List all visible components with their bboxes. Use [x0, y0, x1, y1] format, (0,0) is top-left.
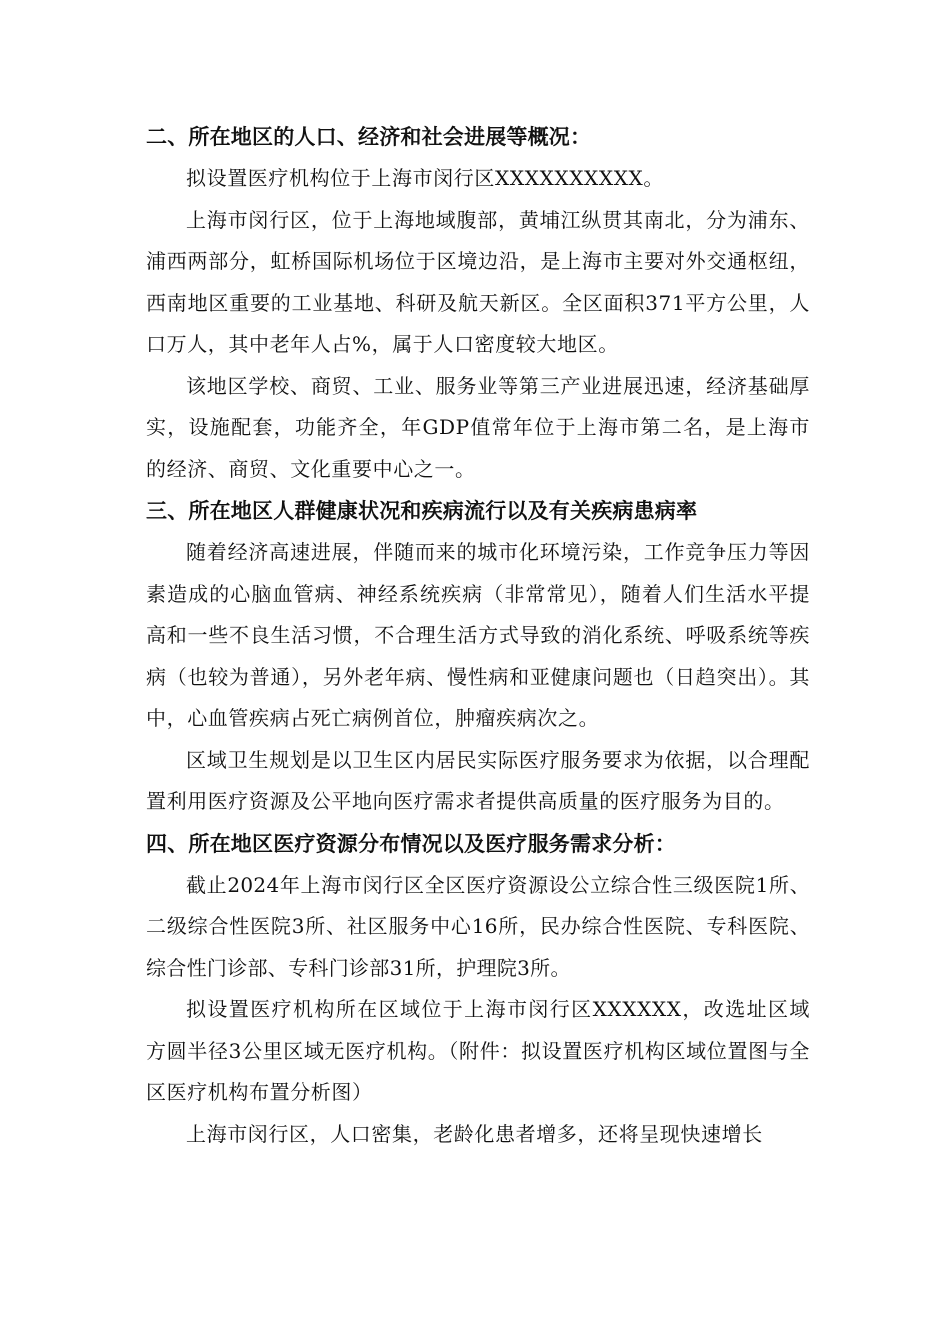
section-heading: 三、所在地区人群健康状况和疾病流行以及有关疾病患病率 — [146, 499, 698, 523]
paragraph: 上海市闵行区，人口密集，老龄化患者增多，还将呈现快速增长 — [186, 1121, 763, 1146]
section-heading: 四、所在地区医疗资源分布情况以及医疗服务需求分析： — [146, 831, 676, 856]
paragraph: 截止2024年上海市闵行区全区医疗资源设公立综合性三级医院1所、二级综合性医院3所、社区服务中心16所，民办综合性医院、专科医院、综合性门诊部、专科门诊部31所，护理院3所。 — [146, 872, 810, 980]
paragraph: 该地区学校、商贸、工业、服务业等第三产业进展迅速，经济基础厚实，设施配套，功能齐全，年GDP值常年位于上海市第二名，是上海市的经济、商贸、文化重要中心之一。 — [146, 373, 810, 481]
section-population-economy — [146, 116, 810, 490]
paragraph: 上海市闵行区，位于上海地域腹部，黄埔江纵贯其南北，分为浦东、浦西两部分，虹桥国际机场位于区境边沿，是上海市主要对外交通枢纽，西南地区重要的工业基地、科研及航天新区。全区面积371平方公里，人口万人，其中老年人占%，属于人口密度较大地区。 — [146, 207, 810, 356]
document-body — [146, 116, 810, 1155]
paragraph: 区域卫生规划是以卫生区内居民实际医疗服务要求为依据，以合理配置利用医疗资源及公平地向医疗需求者提供高质量的医疗服务为目的。 — [146, 747, 810, 813]
section-heading: 二、所在地区的人口、经济和社会进展等概况： — [146, 125, 592, 149]
paragraph: 拟设置医疗机构位于上海市闵行区XXXXXXXXXX。 — [186, 166, 664, 190]
paragraph: 拟设置医疗机构所在区域位于上海市闵行区XXXXXX，改选址区域方圆半径3公里区域无医疗机构。（附件：拟设置医疗机构区域位置图与全区医疗机构布置分析图） — [146, 997, 810, 1104]
paragraph: 随着经济高速进展，伴随而来的城市化环境污染，工作竞争压力等因素造成的心脑血管病、神经系统疾病（非常常见），随着人们生活水平提高和一些不良生活习惯，不合理生活方式导致的消化系统、呼吸系统等疾病（也较为普通），另外老年病、慢性病和亚健康问题也（日趋突出）。其中，心血管疾病占死亡病例首位，肿瘤疾病次之。 — [146, 540, 810, 730]
section-medical-resources — [146, 823, 810, 1156]
section-health-status — [146, 490, 810, 823]
